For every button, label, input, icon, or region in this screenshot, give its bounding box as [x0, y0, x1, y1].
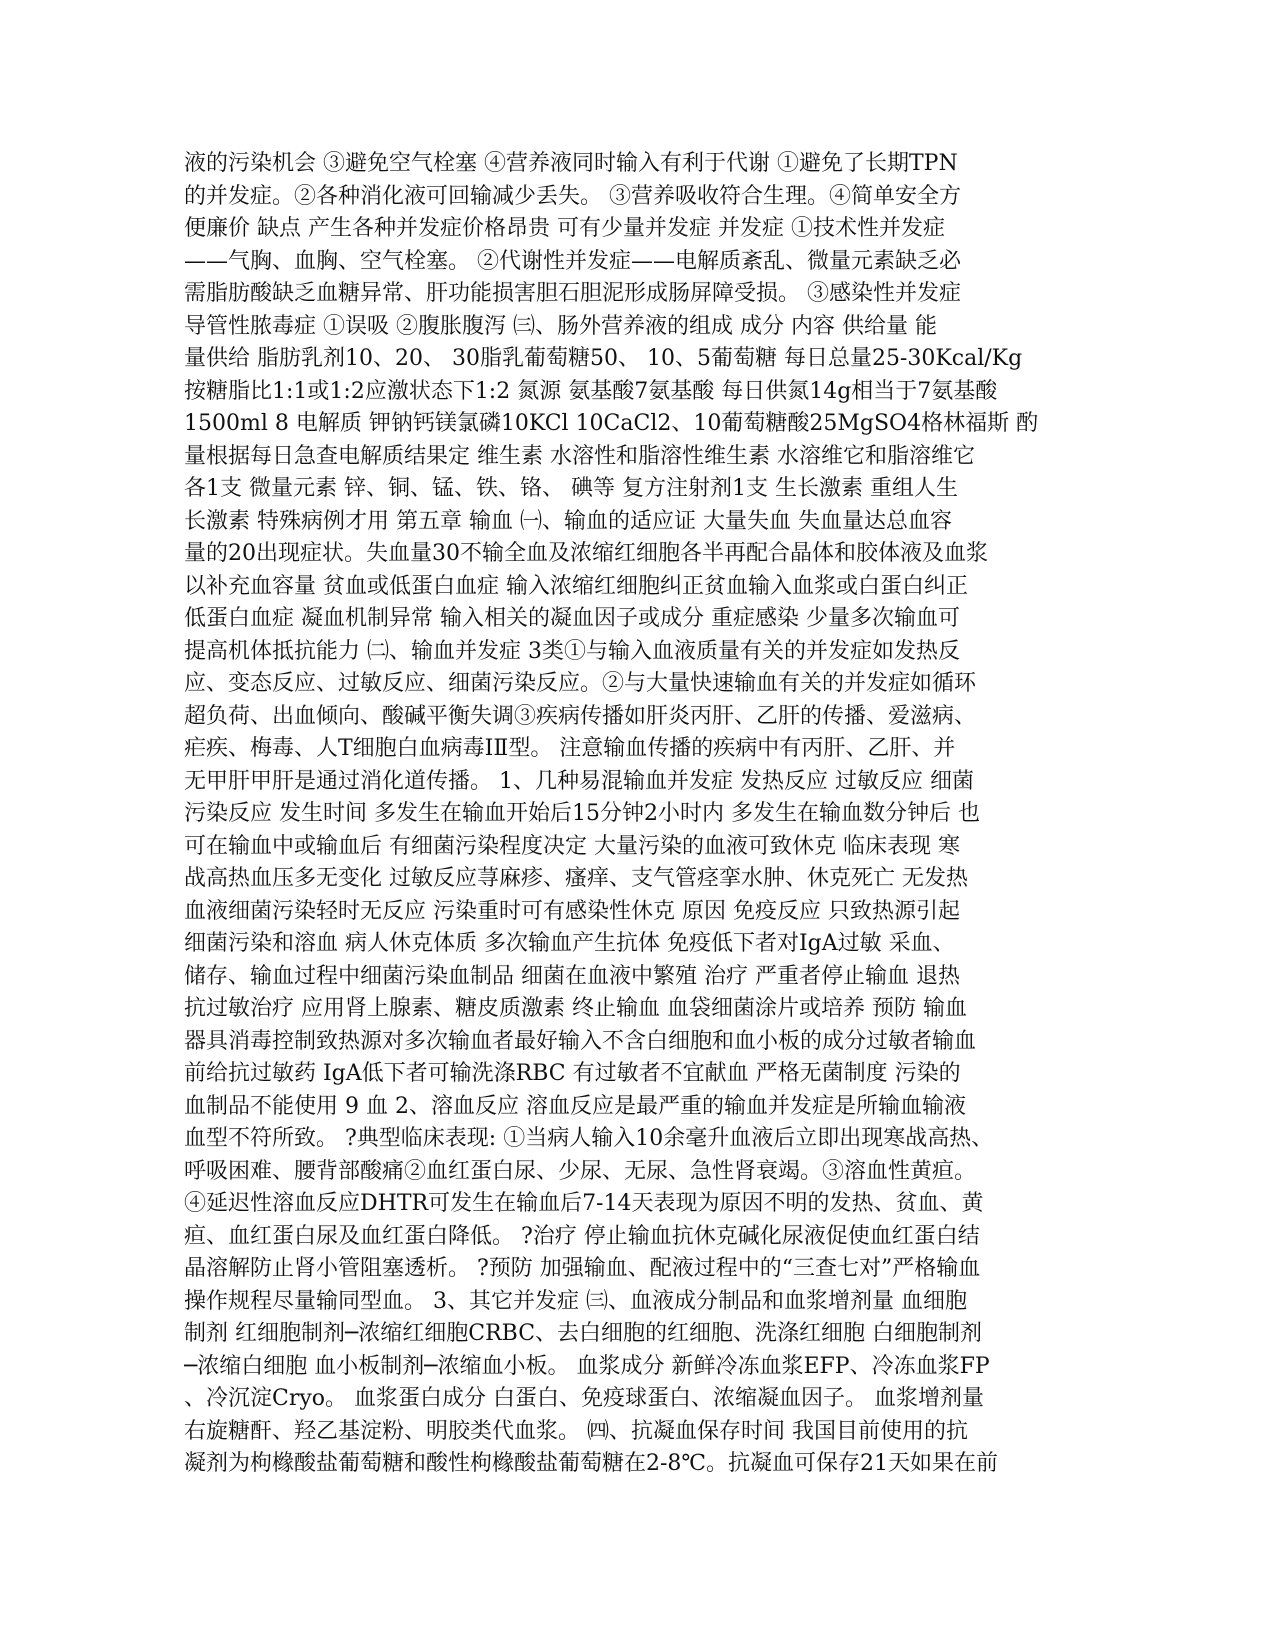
text-line: 污染反应 发生时间 多发生在输血开始后15分钟2小时内 多发生在输血数分钟后 也	[184, 801, 980, 826]
text-line: 右旋糖酐、羟乙基淀粉、明胶类代血浆。 ㈣、抗凝血保存时间 我国目前使用的抗	[184, 1418, 968, 1444]
text-line: 量供给 脂肪乳剂10、20、 30脂乳葡萄糖50、 10、5葡萄糖 每日总量25-30Kcal/Kg	[184, 346, 1023, 371]
text-line: 量的20出现症状。失血量30不输全血及浓缩红细胞各半再配合晶体和胶体液及血浆	[184, 541, 988, 566]
text-line: 疸、血红蛋白尿及血红蛋白降低。 ?治疗 停止输血抗休克碱化尿液促使血红蛋白结	[184, 1223, 980, 1249]
text-line: 长激素 特殊病例才用 第五章 输血 ㈠、输血的适应证 大量失血 失血量达总血容	[184, 508, 952, 534]
text-line: 疟疾、梅毒、人T细胞白血病毒ⅠⅡ型。 注意输血传播的疾病中有丙肝、乙肝、并	[184, 736, 956, 761]
text-line: 血液细菌污染轻时无反应 污染重时可有感染性休克 原因 免疫反应 只致热源引起	[184, 898, 960, 924]
text-line: 以补充血容量 贫血或低蛋白血症 输入浓缩红细胞纠正贫血输入血浆或白蛋白纠正	[184, 573, 968, 599]
text-line: ——气胸、血胸、空气栓塞。 ②代谢性并发症——电解质紊乱、微量元素缺乏必	[184, 248, 961, 274]
text-line: 前给抗过敏药 IgA低下者可输洗涤RBC 有过敏者不宜献血 严格无菌制度 污染的	[184, 1061, 961, 1086]
text-line: 细菌污染和溶血 病人休克体质 多次输血产生抗体 免疫低下者对IgA过敏 采血、	[184, 931, 955, 956]
text-line: 操作规程尽量输同型血。 3、其它并发症 ㈢、血液成分制品和血浆增剂量 血细胞	[184, 1288, 967, 1314]
text-line: 可在输血中或输血后 有细菌污染程度决定 大量污染的血液可致休克 临床表现 寒	[184, 833, 960, 859]
text-line: 应、变态反应、过敏反应、细菌污染反应。②与大量快速输血有关的并发症如循环	[184, 671, 977, 696]
text-line: 各1支 微量元素 锌、铜、锰、铁、铬、 碘等 复方注射剂1支 生长激素 重组人生	[184, 476, 958, 501]
text-line: 需脂肪酸缺乏血糖异常、肝功能损害胆石胆泥形成肠屏障受损。 ③感染性并发症	[184, 281, 961, 306]
text-line: 储存、输血过程中细菌污染血制品 细菌在血液中繁殖 治疗 严重者停止输血 退热	[184, 963, 960, 989]
text-line: 液的污染机会 ③避免空气栓塞 ④营养液同时输入有利于代谢 ①避免了长期TPN	[184, 151, 958, 176]
text-line: 抗过敏治疗 应用肾上腺素、糖皮质激素 终止输血 血袋细菌涂片或培养 预防 输血	[184, 996, 967, 1021]
text-line: 便廉价 缺点 产生各种并发症价格昂贵 可有少量并发症 并发症 ①技术性并发症	[184, 216, 945, 241]
text-line: 战高热血压多无变化 过敏反应荨麻疹、瘙痒、支气管痉挛水肿、休克死亡 无发热	[184, 866, 968, 891]
text-line: 呼吸困难、腰背部酸痛②血红蛋白尿、少尿、无尿、急性肾衰竭。③溶血性黄疸。	[184, 1158, 977, 1184]
text-line: 晶溶解防止肾小管阻塞透析。 ?预防 加强输血、配液过程中的“三查七对”严格输血	[184, 1256, 981, 1281]
text-line: ─浓缩白细胞 血小板制剂─浓缩血小板。 血浆成分 新鲜冷冻血浆EFP、冷冻血浆FP	[184, 1353, 990, 1379]
text-line: 超负荷、出血倾向、酸碱平衡失调③疾病传播如肝炎丙肝、乙肝的传播、爱滋病、	[184, 703, 977, 729]
text-line: 导管性脓毒症 ①误吸 ②腹胀腹泻 ㈢、肠外营养液的组成 成分 内容 供给量 能	[184, 313, 937, 339]
body-text	[184, 148, 1084, 1481]
text-line: 血型不符所致。 ?典型临床表现: ①当病人输入10余毫升血液后立即出现寒战高热、	[184, 1126, 994, 1151]
text-line: 的并发症。②各种消化液可回输减少丢失。 ③营养吸收符合生理。④简单安全方	[184, 183, 961, 209]
text-line: 量根据每日急查电解质结果定 维生素 水溶性和脂溶性维生素 水溶维它和脂溶维它	[184, 443, 975, 469]
text-line: 按糖脂比1:1或1:2应激状态下1:2 氮源 氨基酸7氨基酸 每日供氮14g相当于7氨基酸	[184, 378, 998, 404]
text-line: 制剂 红细胞制剂─浓缩红细胞CRBC、去白细胞的红细胞、洗涤红细胞 白细胞制剂	[184, 1321, 983, 1346]
text-line: 1500ml 8 电解质 钾钠钙镁氯磷10KCl 10CaCl2、10葡萄糖酸25MgSO4格林福斯 酌	[184, 411, 1039, 436]
text-line: 低蛋白血症 凝血机制异常 输入相关的凝血因子或成分 重症感染 少量多次输血可	[184, 606, 960, 631]
text-line: 提高机体抵抗能力 ㈡、输血并发症 3类①与输入血液质量有关的并发症如发热反	[184, 638, 960, 664]
text-line: 凝剂为枸橼酸盐葡萄糖和酸性枸橼酸盐葡萄糖在2-8℃。抗凝血可保存21天如果在前	[184, 1451, 999, 1476]
text-line: ④延迟性溶血反应DHTR可发生在输血后7-14天表现为原因不明的发热、贫血、黄	[184, 1191, 984, 1216]
text-line: 器具消毒控制致热源对多次输血者最好输入不含白细胞和血小板的成分过敏者输血	[184, 1028, 977, 1054]
text-line: 无甲肝甲肝是通过消化道传播。 1、几种易混输血并发症 发热反应 过敏反应 细菌	[184, 768, 974, 794]
text-line: 血制品不能使用 9 血 2、溶血反应 溶血反应是最严重的输血并发症是所输血输液	[184, 1093, 966, 1119]
text-line: 、冷沉淀Cryo。 血浆蛋白成分 白蛋白、免疫球蛋白、浓缩凝血因子。 血浆增剂量	[184, 1386, 985, 1411]
